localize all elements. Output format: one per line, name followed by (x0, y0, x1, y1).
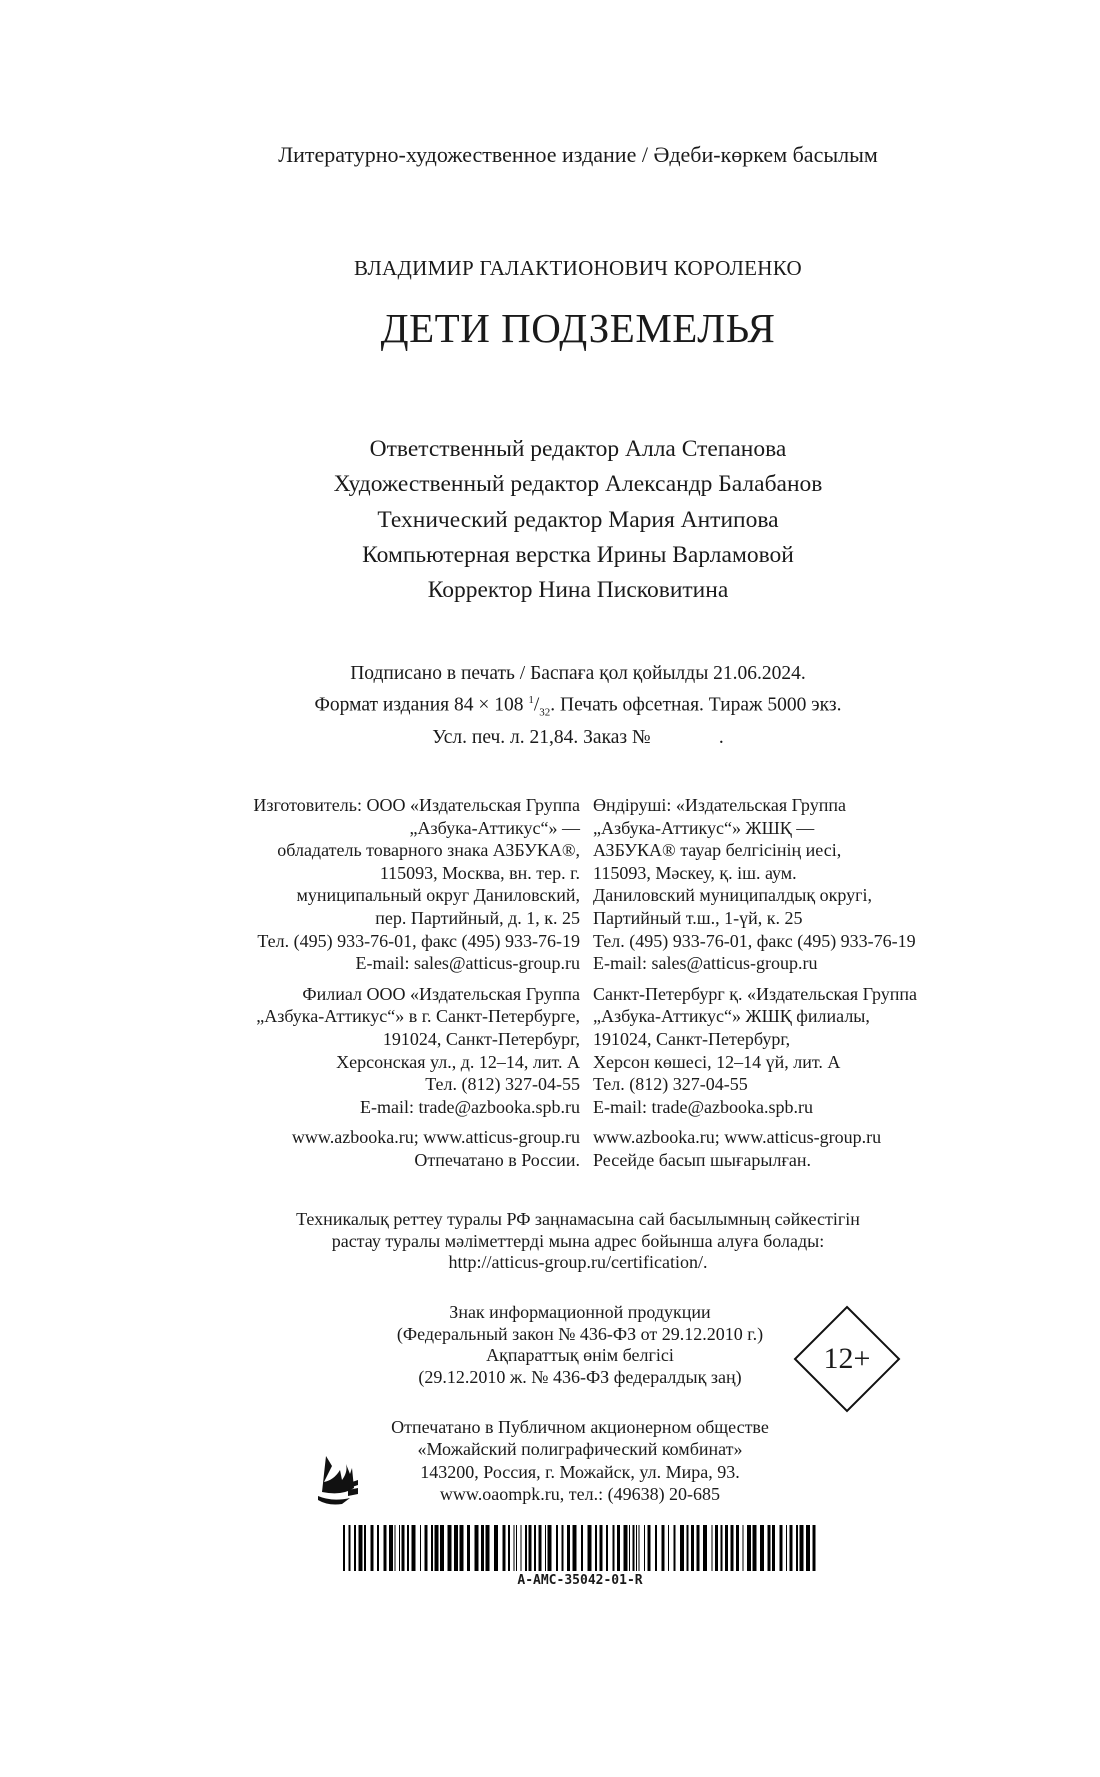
barcode-bar (545, 1525, 546, 1571)
certification-note (56, 1209, 1100, 1274)
spacer (253, 1118, 580, 1126)
age-rating: 12+ (823, 1342, 871, 1375)
publisher-kz-line: Ресейде басып шығарылған. (593, 1149, 811, 1170)
barcode-bar (425, 1525, 428, 1571)
barcode-bar (806, 1525, 810, 1571)
tech-line: растау туралы мәліметтерді мына адрес бойынша алуға болады: (331, 1230, 825, 1251)
barcode-bar (655, 1525, 657, 1571)
barcode-bar (460, 1525, 464, 1571)
barcode-bar (529, 1525, 532, 1571)
barcode-bar (399, 1525, 400, 1571)
publisher-ru-line: Отпечатано в России. (414, 1149, 580, 1170)
printer-line: www.oaompk.ru, тел.: (49638) 20-685 (439, 1483, 721, 1504)
format-line: Формат издания 84 × 108 $^1/_{32}$. Печать офсетная. Тираж 5000 экз. (314, 694, 842, 719)
author-name: ВЛАДИМИР ГАЛАКТИОНОВИЧ КОРОЛЕНКО (353, 256, 803, 280)
publisher-ru-line: „Азбука-Аттикус“» в г. Санкт-Петербурге, (256, 1006, 580, 1027)
barcode-bar (402, 1525, 405, 1571)
format-fraction-num: 1 (528, 694, 534, 706)
sheets-order: Усл. печ. л. 21,84. Заказ № . (432, 727, 724, 749)
barcode-bar (644, 1525, 645, 1571)
barcode-bar (760, 1525, 764, 1571)
publisher-kz-line: Даниловский муниципалдық округі, (593, 885, 872, 906)
barcode-bar (481, 1525, 484, 1571)
barcode-bar (662, 1525, 665, 1571)
publisher-ru-line: www.azbooka.ru; www.atticus-group.ru (291, 1127, 580, 1148)
publisher-kz-line: Херсон көшесі, 12–14 үй, лит. А (593, 1051, 841, 1072)
barcode-bar (359, 1525, 363, 1571)
printer-logo-icon (312, 1452, 362, 1507)
publisher-kz-line: Өндіруші: «Издательская Группа (593, 795, 846, 815)
barcode-bar (796, 1525, 798, 1571)
barcode-bar (768, 1525, 771, 1571)
barcode-bar (556, 1525, 558, 1571)
publisher-kz-line: E-mail: trade@azbooka.spb.ru (593, 1096, 813, 1117)
barcode-bar (364, 1525, 366, 1571)
publisher-ru-line: Изготовитель: ООО «Издательская Группа (253, 795, 580, 815)
barcode-bar (629, 1525, 630, 1571)
signed-date: Подписано в печать / Баспаға қол қойылды 21.06.2024. (350, 663, 806, 684)
barcode-bar (448, 1525, 452, 1571)
barcode-bar (780, 1525, 783, 1571)
barcode-bar (800, 1525, 804, 1571)
publisher-ru-line: E-mail: sales@atticus-group.ru (355, 953, 580, 974)
sign-line: (29.12.2010 ж. № 436-ФЗ федералдық заң) (418, 1366, 742, 1387)
barcode-bar (731, 1525, 734, 1571)
publisher-info-ru (253, 794, 580, 1172)
format-fraction-den: 32 (539, 706, 551, 719)
barcode-bar (431, 1525, 433, 1571)
barcode-bar (420, 1525, 421, 1571)
barcode-bar (503, 1525, 506, 1571)
publisher-kz-line: Тел. (495) 933-76-01, факс (495) 933-76-19 (593, 930, 916, 951)
publisher-ru-line: Тел. (495) 933-76-01, факс (495) 933-76-19 (257, 930, 580, 951)
barcode-bar (712, 1525, 713, 1571)
barcode-bar (600, 1525, 603, 1571)
barcode (343, 1525, 817, 1571)
barcode-bar (639, 1525, 640, 1571)
barcode-bar (494, 1525, 498, 1571)
barcode-bar (354, 1525, 356, 1571)
barcode-bar (407, 1525, 409, 1571)
barcode-bar (588, 1525, 592, 1571)
barcode-bar (613, 1525, 615, 1571)
barcode-bar (377, 1525, 379, 1571)
barcode-bar (606, 1525, 608, 1571)
printer-line: 143200, Россия, г. Можайск, ул. Мира, 93. (420, 1461, 740, 1482)
barcode-bar (395, 1525, 396, 1571)
barcode-bar (412, 1525, 416, 1571)
barcode-bar (687, 1525, 689, 1571)
publisher-ru-line: 191024, Санкт-Петербург, (382, 1028, 580, 1049)
barcode-bar (521, 1525, 522, 1571)
barcode-bar (648, 1525, 651, 1571)
barcode-bar (534, 1525, 536, 1571)
barcode-bar (525, 1525, 527, 1571)
barcode-bar (454, 1525, 458, 1571)
barcode-bar (595, 1525, 597, 1571)
barcode-bar (691, 1525, 694, 1571)
publisher-ru-line: обладатель товарного знака АЗБУКА®, (277, 840, 580, 861)
barcode-bar (715, 1525, 718, 1571)
barcode-bar (343, 1525, 345, 1571)
barcode-bar (514, 1525, 515, 1571)
barcode-bar (725, 1525, 728, 1571)
barcode-bar (674, 1525, 676, 1571)
barcode-bar (349, 1525, 351, 1571)
barcode-bar (508, 1525, 510, 1571)
barcode-bar (539, 1525, 542, 1571)
sign-line: Ақпараттық өнім белгісі (486, 1345, 674, 1365)
publisher-ru-line: 115093, Москва, вн. тер. г. (379, 862, 580, 883)
publisher-ru-line: Херсонская ул., д. 12–14, лит. А (336, 1051, 580, 1072)
printer-line: «Можайский полиграфический комбинат» (417, 1439, 743, 1460)
barcode-bar (736, 1525, 739, 1571)
editor-line: Технический редактор Мария Антипова (377, 506, 779, 533)
publisher-ru-line: „Азбука-Аттикус“» — (409, 817, 580, 838)
barcode-bar (384, 1525, 387, 1571)
publisher-kz-line: 115093, Мәскеу, қ. іш. аум. (593, 862, 797, 883)
barcode-bar (475, 1525, 479, 1571)
barcode-bar (624, 1525, 628, 1571)
publisher-kz-line: E-mail: sales@atticus-group.ru (593, 953, 818, 974)
barcode-bar (562, 1525, 564, 1571)
barcode-bar (697, 1525, 700, 1571)
barcode-bar (617, 1525, 620, 1571)
certification-link: http://atticus-group.ru/certification/. (448, 1252, 708, 1272)
barcode-bar (786, 1525, 787, 1571)
barcode-bar (721, 1525, 723, 1571)
barcode-bar (581, 1525, 583, 1571)
spacer (593, 1118, 917, 1126)
info-product-sign (360, 1302, 800, 1388)
publisher-kz-line: Санкт-Петербург қ. «Издательская Группа (593, 983, 917, 1004)
publisher-ru-line: муниципальный округ Даниловский, (296, 885, 580, 906)
barcode-bar (703, 1525, 707, 1571)
format-prefix: Формат издания 84 × 108 (314, 694, 529, 716)
age-rating-badge (793, 1305, 901, 1413)
barcode-bar (753, 1525, 757, 1571)
sign-line: Знак информационной продукции (449, 1302, 711, 1322)
barcode-bar (636, 1525, 637, 1571)
barcode-bar (633, 1525, 635, 1571)
barcode-bar (486, 1525, 490, 1571)
editor-line: Корректор Нина Писковитина (427, 577, 729, 604)
barcode-bar (467, 1525, 470, 1571)
printer-info (360, 1416, 800, 1505)
barcode-bar (516, 1525, 517, 1571)
barcode-bar (680, 1525, 684, 1571)
book-title: ДЕТИ ПОДЗЕМЕЛЬЯ (380, 305, 776, 351)
sign-line: (Федеральный закон № 436-ФЗ от 29.12.2010 г.) (396, 1323, 764, 1344)
barcode-bar (747, 1525, 751, 1571)
barcode-bar (435, 1525, 439, 1571)
barcode-bar (668, 1525, 669, 1571)
barcode-bar (790, 1525, 793, 1571)
spacer (253, 975, 580, 983)
barcode-bar (813, 1525, 816, 1571)
publisher-ru-line: пер. Партийный, д. 1, к. 25 (375, 907, 580, 928)
editors-list (56, 432, 1100, 608)
publisher-kz-line: Тел. (812) 327-04-55 (593, 1074, 748, 1095)
barcode-bar (573, 1525, 577, 1571)
edition-type: Литературно-художественное издание / Әдеби-көркем басылым (278, 142, 878, 167)
editor-line: Компьютерная верстка Ирины Варламовой (362, 541, 794, 568)
publisher-ru-line: E-mail: trade@azbooka.spb.ru (360, 1096, 580, 1117)
publisher-kz-line: www.azbooka.ru; www.atticus-group.ru (593, 1127, 882, 1148)
print-info (56, 661, 1100, 751)
publisher-kz-line: Партийный т.ш., 1-үй, к. 25 (593, 907, 803, 928)
publisher-ru-line: Филиал ООО «Издательская Группа (302, 983, 580, 1004)
barcode-bar (389, 1525, 393, 1571)
barcode-bar (567, 1525, 570, 1571)
editor-line: Художественный редактор Александр Балабанов (333, 471, 823, 498)
spacer (593, 975, 917, 983)
barcode-bar (772, 1525, 775, 1571)
barcode-bar (371, 1525, 374, 1571)
tech-line: Техникалық реттеу туралы РФ заңнамасына сай басылымның сәйкестігін (296, 1209, 860, 1229)
publisher-kz-line: „Азбука-Аттикус“» ЖШҚ филиалы, (593, 1006, 870, 1027)
publisher-kz-line: АЗБУКА® тауар белгісінің иесі, (593, 840, 842, 861)
publisher-info-kz (593, 794, 917, 1172)
barcode-bar (440, 1525, 444, 1571)
barcode-bar (548, 1525, 552, 1571)
barcode-bar (743, 1525, 744, 1571)
publisher-kz-line: 191024, Санкт-Петербург, (593, 1028, 791, 1049)
editor-line: Ответственный редактор Алла Степанова (369, 436, 787, 462)
publisher-kz-line: „Азбука-Аттикус“» ЖШҚ — (593, 817, 815, 838)
printer-line: Отпечатано в Публичном акционерном обществе (391, 1417, 769, 1437)
format-suffix: . Печать офсетная. Тираж 5000 экз. (550, 694, 842, 716)
barcode-text: A-AMC-35042-01-R (517, 1573, 643, 1588)
publisher-ru-line: Тел. (812) 327-04-55 (425, 1074, 580, 1095)
